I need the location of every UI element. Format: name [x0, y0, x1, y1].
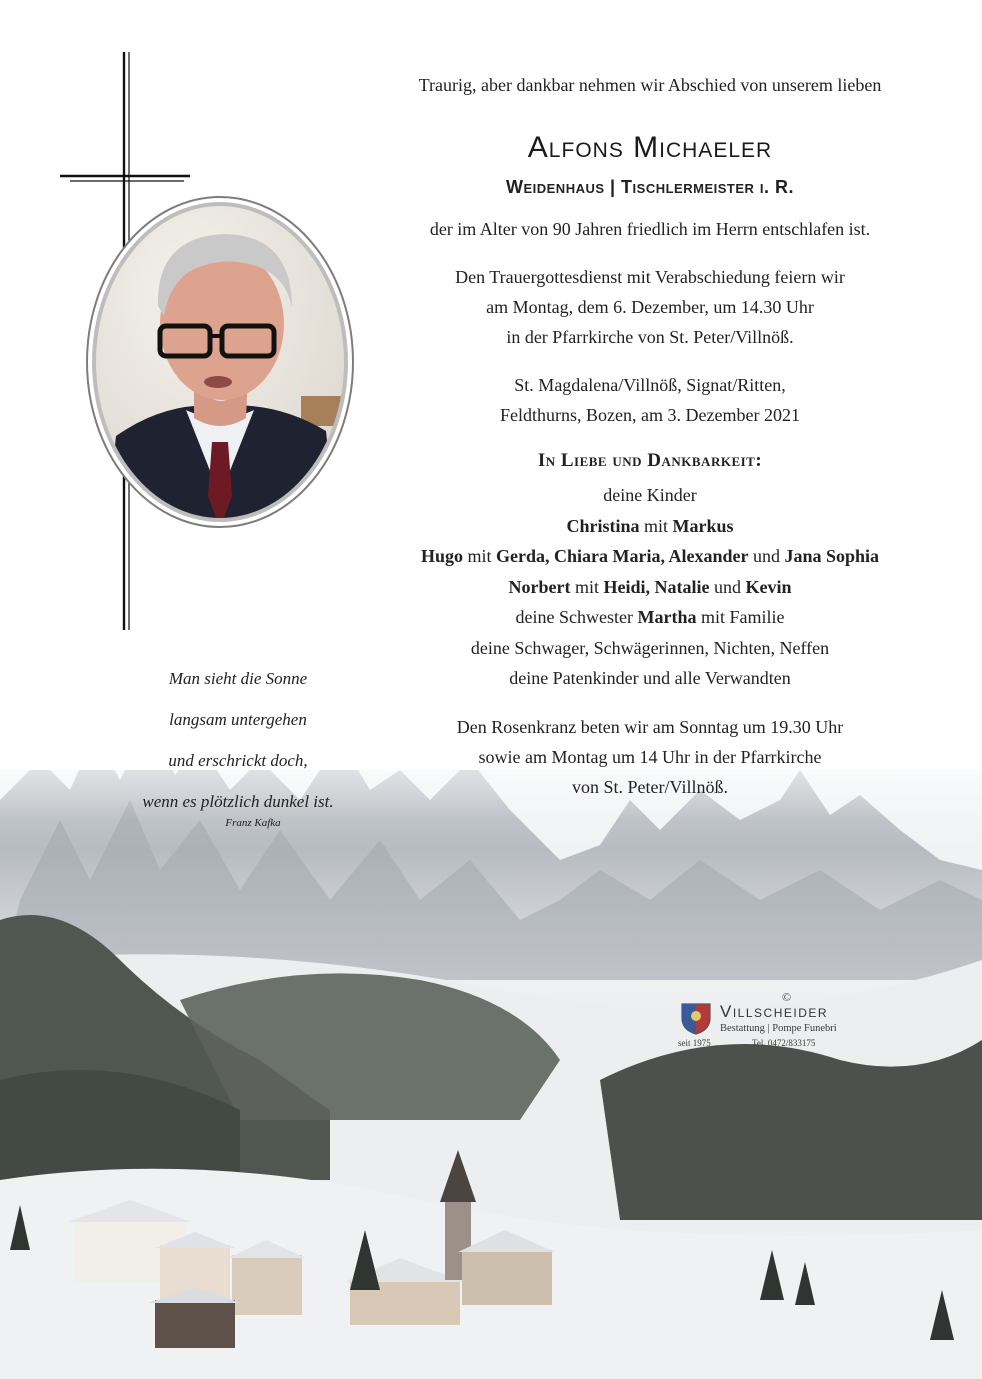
rosary-line: sowie am Montag um 14 Uhr in der Pfarrkirche — [478, 746, 822, 767]
family-line: Norbert mit Heidi, Natalie und Kevin — [508, 576, 792, 597]
family-line: deine Patenkinder und alle Verwandten — [509, 668, 791, 688]
quote-line: und erschrickt doch, — [168, 751, 308, 770]
funeral-home-logo — [678, 990, 868, 1054]
place-date-block — [380, 370, 920, 430]
age-line: der im Alter von 90 Jahren friedlich im Herrn entschlafen ist. — [429, 219, 871, 239]
brand-phone: Tel. 0472/833175 — [752, 1038, 816, 1048]
rosary-line: von St. Peter/Villnöß. — [572, 776, 728, 797]
quote-line: wenn es plötzlich dunkel ist. — [142, 792, 334, 811]
service-line: Den Trauergottesdienst mit Verabschiedung feiern wir — [455, 267, 845, 287]
rosary-line: Den Rosenkranz beten wir am Sonntag um 19.30 Uhr — [456, 716, 844, 737]
brand-since: seit 1975 — [678, 1038, 711, 1048]
family-heading: In Liebe und Dankbarkeit: — [537, 450, 763, 471]
portrait-photo — [86, 196, 354, 528]
family-line: deine Kinder — [603, 485, 697, 505]
service-line: am Montag, dem 6. Dezember, um 14.30 Uhr — [486, 297, 814, 317]
date-line: Feldthurns, Bozen, am 3. Dezember 2021 — [500, 405, 800, 425]
intro-line: Traurig, aber dankbar nehmen wir Abschied von unserem lieben — [418, 75, 882, 95]
deceased-name: Alfons Michaeler — [527, 131, 773, 164]
rosary-block — [380, 712, 920, 802]
crest-icon — [678, 1000, 714, 1036]
family-line: deine Schwester Martha mit Familie — [515, 607, 785, 627]
family-line: Hugo mit Gerda, Chiara Maria, Alexander und Jana Sophia — [420, 546, 880, 566]
service-block — [380, 262, 920, 352]
quote-line: Man sieht die Sonne — [168, 669, 308, 688]
copyright-mark: © — [782, 990, 792, 1004]
quote-block — [118, 658, 358, 830]
service-line: in der Pfarrkirche von St. Peter/Villnöß. — [506, 327, 794, 347]
family-list — [380, 480, 920, 694]
brand-subtitle: Bestattung | Pompe Funebri — [720, 1023, 837, 1034]
deceased-subtitle: Weidenhaus | Tischlermeister i. R. — [505, 177, 795, 197]
family-line: Christina mit Markus — [566, 515, 734, 536]
quote-line: langsam untergehen — [169, 710, 307, 729]
obituary-text — [380, 70, 920, 802]
brand-name: Villscheider — [720, 1002, 829, 1021]
family-line: deine Schwager, Schwägerinnen, Nichten, Neffen — [470, 637, 830, 658]
quote-author: Franz Kafka — [225, 817, 281, 829]
place-line: St. Magdalena/Villnöß, Signat/Ritten, — [514, 375, 786, 395]
